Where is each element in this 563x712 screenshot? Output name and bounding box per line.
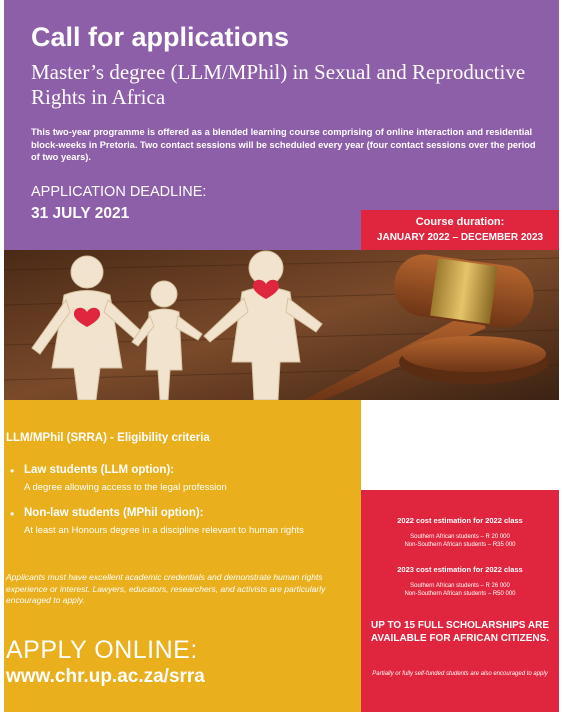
family-gavel-photo <box>4 250 559 400</box>
course-duration-box <box>361 210 559 250</box>
bullet-icon: • <box>10 507 15 521</box>
cost-2023-non-southern: Non-Southern African students – R50 000 <box>404 591 516 597</box>
criterion-heading: Non-law students (MPhil option): <box>24 507 204 519</box>
apply-url-link[interactable]: www.chr.up.ac.za/srra <box>6 666 205 687</box>
page-title: Call for applications <box>31 22 290 52</box>
criterion-description: At least an Honours degree in a discipline relevant to human rights <box>24 525 304 536</box>
criterion-description: A degree allowing access to the legal profession <box>24 482 227 493</box>
apply-online-label: APPLY ONLINE: <box>6 636 198 664</box>
course-duration-value: JANUARY 2022 – DECEMBER 2023 <box>376 232 544 243</box>
bullet-icon: • <box>10 464 15 478</box>
cost-2023-southern: Southern African students – R 26 000 <box>410 583 510 589</box>
programme-subtitle: Master’s degree (LLM/MPhil) in Sexual and Reproductive Rights in Africa <box>31 60 526 109</box>
cost-2023-heading: 2023 cost estimation for 2022 class <box>397 565 523 574</box>
eligibility-title: LLM/MPhil (SRRA) - Eligibility criteria <box>6 432 210 444</box>
cost-2022-non-southern: Non-Southern African students – R35 000 <box>404 542 516 548</box>
eligibility-panel <box>4 400 361 712</box>
deadline-label: APPLICATION DEADLINE: <box>31 184 207 200</box>
cost-2022-heading: 2022 cost estimation for 2022 class <box>397 516 523 525</box>
deadline-date: 31 JULY 2021 <box>31 205 130 222</box>
self-funded-note: Partially or fully self-funded students are also encouraged to apply <box>372 671 548 677</box>
programme-intro: This two-year programme is offered as a blended learning course comprising of online interaction and residential block-weeks in Pretoria. Two contact sessions will be scheduled every year (four contact sessions over the period of two years). <box>31 127 536 162</box>
course-duration-label: Course duration: <box>415 216 505 228</box>
applicant-note: Applicants must have excellent academic credentials and demonstrate human rights experience or interest. Lawyers, educators, researchers, and activists are particularly encouraged to apply. <box>6 572 326 605</box>
poster <box>4 0 559 712</box>
criterion-heading: Law students (LLM option): <box>24 464 175 476</box>
cost-panel <box>361 490 559 712</box>
scholarship-notice: UP TO 15 FULL SCHOLARSHIPS ARE AVAILABLE FOR AFRICAN CITIZENS. <box>370 620 550 644</box>
cost-2022-southern: Southern African students – R 20 000 <box>410 534 510 540</box>
